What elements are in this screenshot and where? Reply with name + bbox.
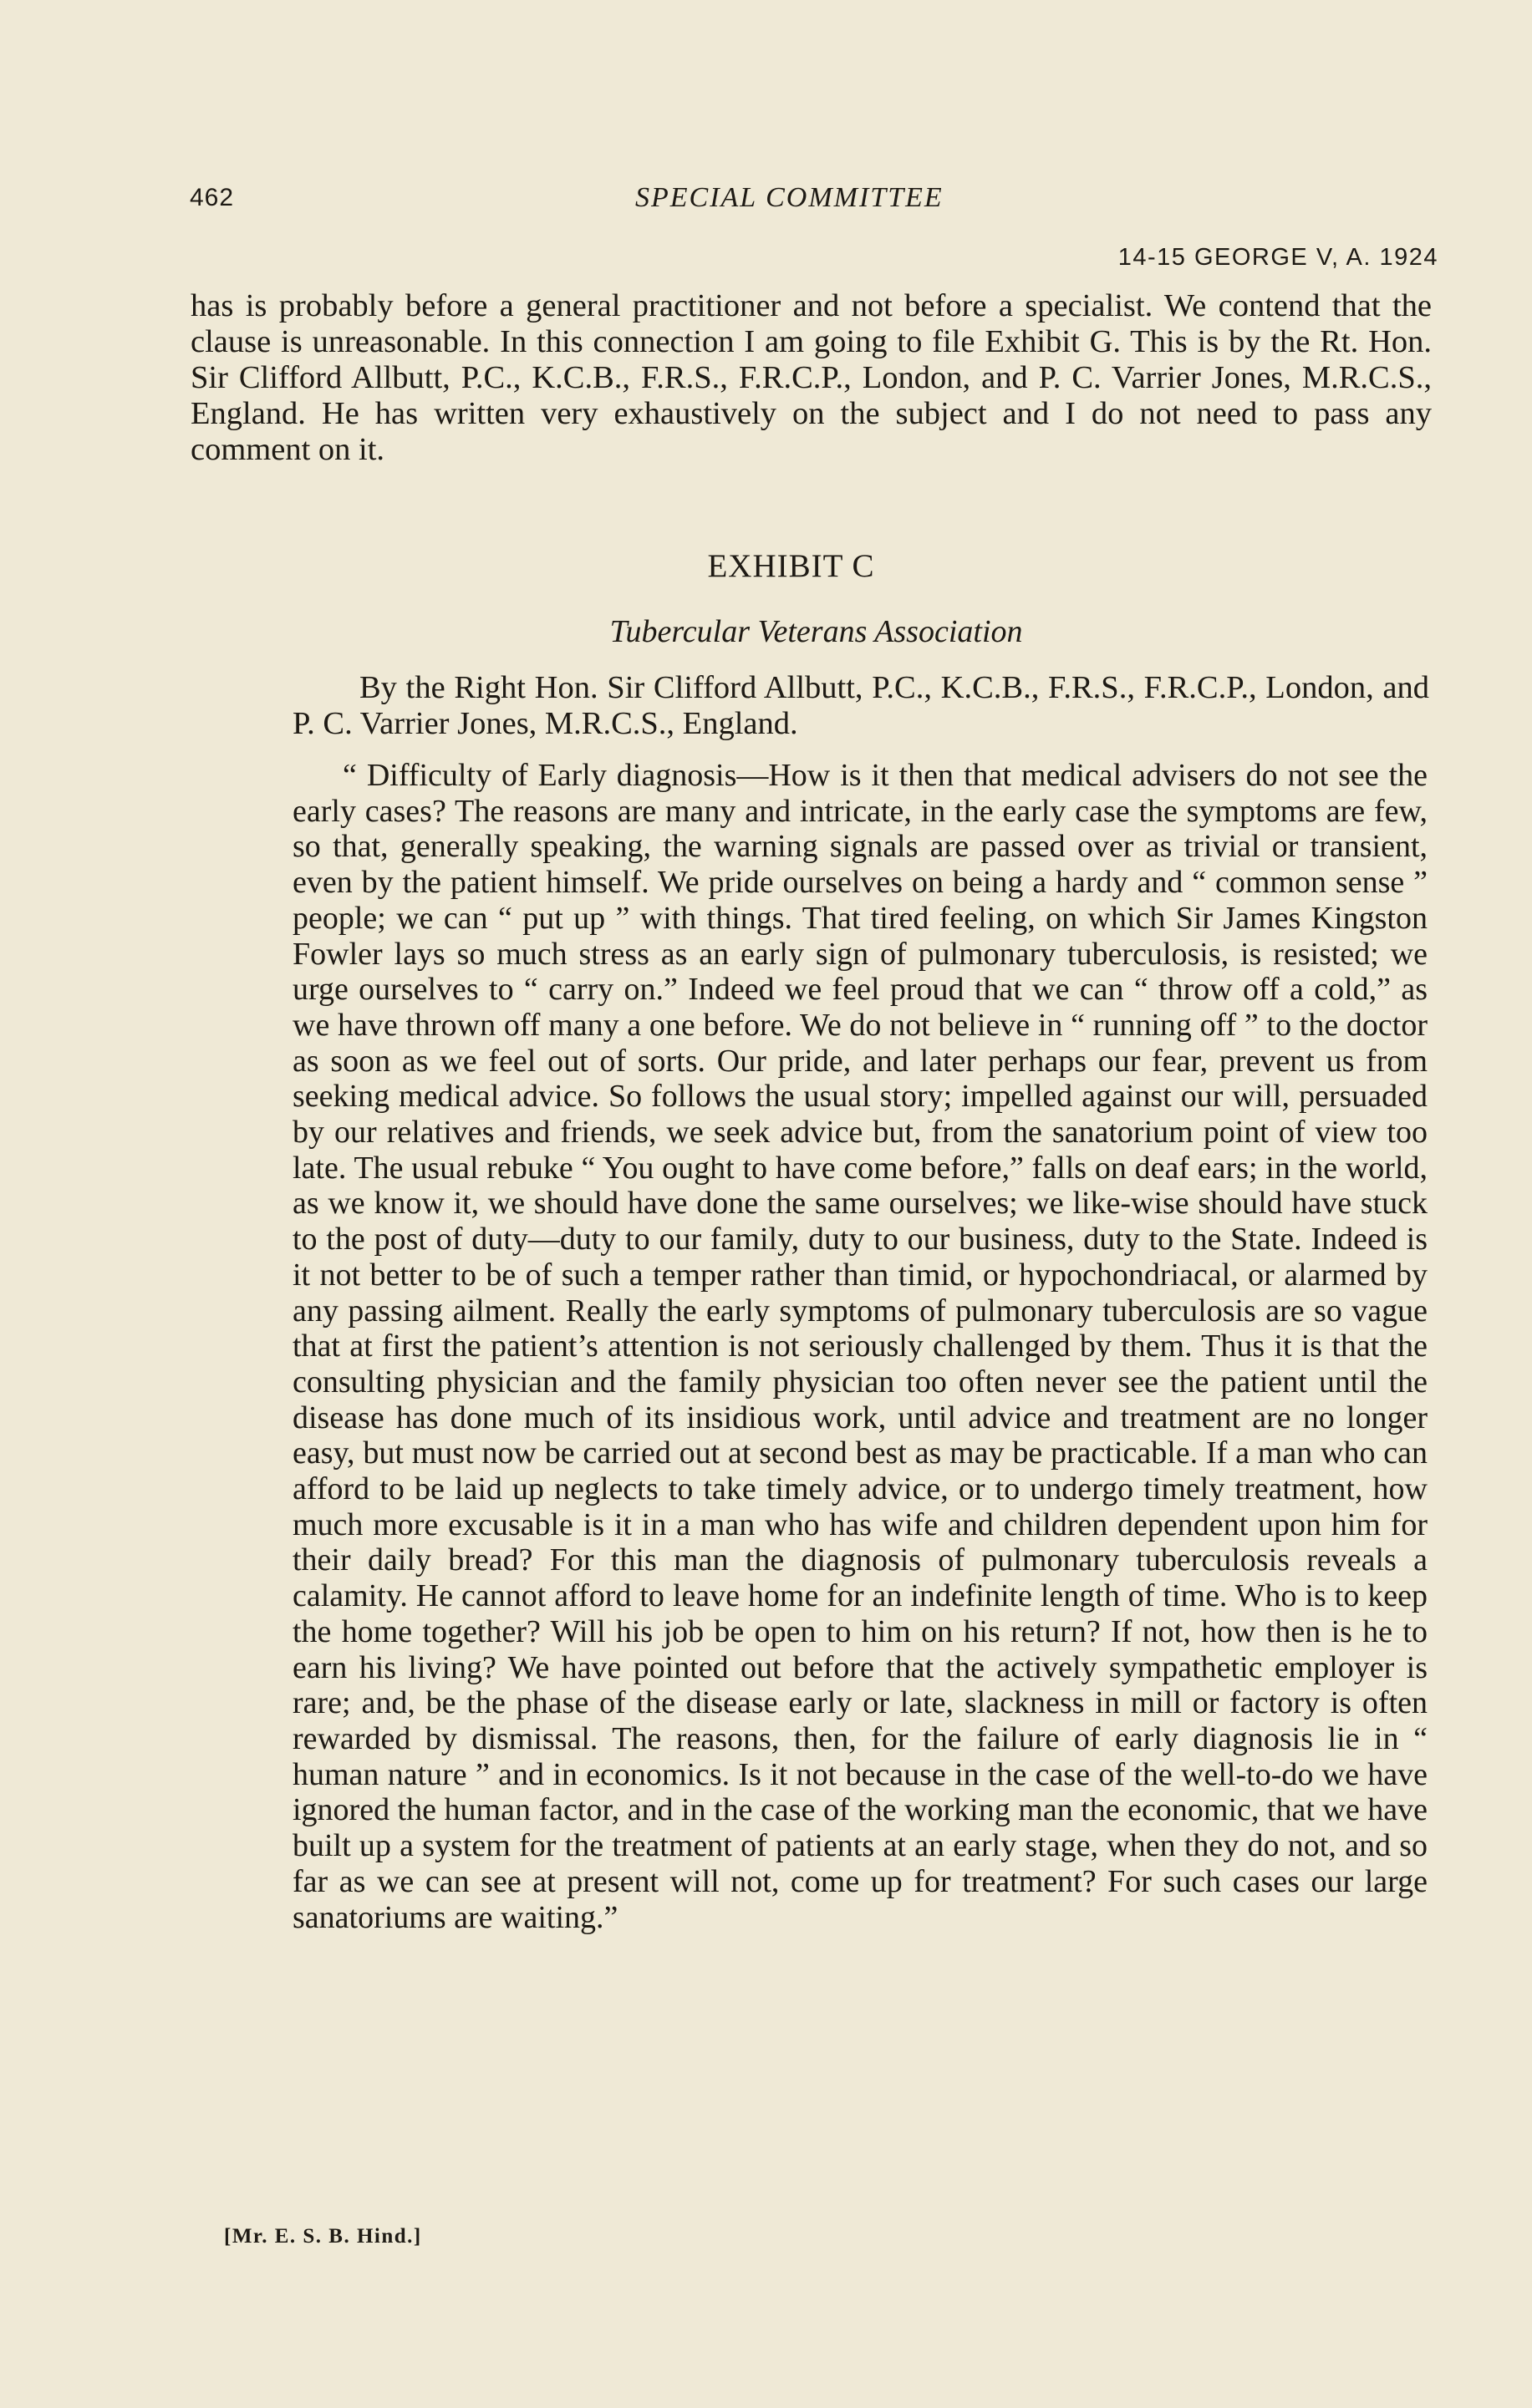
session-label: 14-15 GEORGE V, A. 1924 [1117,244,1438,271]
exhibit-title: EXHIBIT C [707,548,875,584]
running-head: SPECIAL COMMITTEE [635,182,944,213]
exhibit-byline: By the Right Hon. Sir Clifford Allbutt, P.C., K.C.B., F.R.S., F.R.C.P., London, and P. C. Varrier Jones, M.R.C.S., England. [293,670,1429,741]
page-number: 462 [190,184,235,211]
exhibit-subtitle: Tubercular Veterans Association [609,614,1023,649]
exhibit-quote: “ Difficulty of Early diagnosis—How is it then that medical advisers do not see the early cases? The reasons are many and intricate, in the early case the symptoms are few, so that, generally speaking, the warning signals are passed over as trivial or transient, even by the patient himself. We pride ourselves on being a hardy and “ common sense ” people; we can “ put up ” with things. That tired feeling, on which Sir James Kingston Fowler lays so much stress as an early sign of pulmonary tuberculosis, is resisted; we urge ourselves to “ carry on.” Indeed we feel proud that we can “ throw off a cold,” as we have thrown off many a one before. We do not believe in “ running off ” to the doctor as soon as we feel out of sorts. Our pride, and later perhaps our fear, prevent us from seeking medical advice. So follows the usual story; impelled against our will, persuaded by our relatives and friends, we seek advice but, from the sanatorium point of view too late. The usual rebuke “ You ought to have come before,” falls on deaf ears; in the world, as we know it, we should have done the same ourselves; we like-wise should have stuck to the post of duty—duty to our family, duty to our business, duty to the State. Indeed is it not better to be of such a temper rather than timid, or hypochondriacal, or alarmed by any passing ailment. Really the early symptoms of pulmonary tuberculosis are so vague that at first the patient’s attention is not seriously challenged by them. Thus it is that the consulting physician and the family physician too often never see the patient until the disease has done much of its insidious work, until advice and treatment are no longer easy, but must now be carried out at second best as may be practicable. If a man who can afford to be laid up neglects to take timely advice, or to undergo timely treatment, how much more excusable is it in a man who has wife and children dependent upon him for their daily bread? For this man the diagnosis of pulmonary tuberculosis reveals a calamity. He cannot afford to leave home for an indefinite length of time. Who is to keep the home together? Will his job be open to him on his return? If not, how then is he to earn his living? We have pointed out before that the actively sympathetic employer is rare; and, be the phase of the disease early or late, slackness in mill or factory is often rewarded by dismissal. The reasons, then, for the failure of early diagnosis lie in “ human nature ” and in economics. Is it not because in the case of the well-to-do we have ignored the human factor, and in the case of the working man the economic, that we have built up a system for the treatment of patients at an early stage, when they do not, and so far as we can see at present will not, come up for treatment? For such cases our large sanatoriums are waiting.” [293,758,1428,1935]
speaker-note: [Mr. E. S. B. Hind.] [224,2225,422,2248]
intro-paragraph: has is probably before a general practitioner and not before a specialist. We contend that the clause is unreasonable. In this connection I am going to file Exhibit G. This is by the Rt. Hon. Sir Clifford Allbutt, P.C., K.C.B., F.R.S., F.R.C.P., London, and P. C. Varrier Jones, M.R.C.S., England. He has written very exhaustively on the subject and I do not need to pass any comment on it. [191,288,1432,467]
